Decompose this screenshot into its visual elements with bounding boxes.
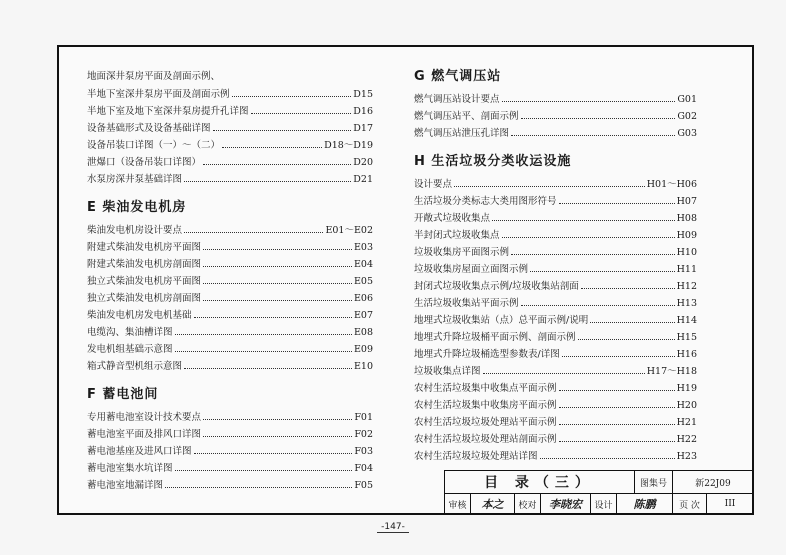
title-block (444, 470, 754, 515)
toc-entry-title: 柴油发电机房设计要点 (87, 225, 183, 236)
dot-leader (203, 408, 352, 420)
toc-entry-title: 半地下室及地下室深井泵房提升孔详图 (87, 106, 249, 117)
toc-entry-title: 电缆沟、集油槽详图 (87, 327, 173, 338)
dot-leader (203, 289, 352, 301)
toc-entry-title: 垃圾收集点详图 (414, 366, 481, 377)
dot-leader (203, 255, 352, 267)
toc-entry-title: 农村生活垃圾垃圾处理站剖面示例 (414, 434, 557, 445)
dot-leader (165, 476, 352, 488)
dot-leader (559, 379, 675, 391)
toc-entry-title: 独立式柴油发电机房剖面图 (87, 293, 202, 304)
dot-leader (203, 425, 352, 437)
dot-leader (175, 459, 353, 471)
toc-entry-title: 蓄电池基座及进风口详图 (87, 446, 192, 457)
dot-leader (559, 192, 675, 204)
toc-entry (414, 243, 697, 260)
toc-entry-code: H20 (676, 400, 697, 411)
page-number-text: -147- (377, 522, 409, 533)
toc-entry-title: 农村生活垃圾集中收集点平面示例 (414, 383, 557, 394)
toc-entry-title: 地埋式升降垃圾桶选型参数表/详图 (414, 349, 560, 360)
section-gap (414, 141, 697, 149)
toc-entry-code: D17 (353, 123, 373, 134)
toc-entry-code: E03 (353, 242, 373, 253)
toc-entry (87, 85, 373, 102)
toc-entry-code: H01～H06 (646, 179, 697, 190)
toc-entry-code: E05 (353, 276, 373, 287)
toc-entry-title: 地埋式垃圾收集站（点）总平面示例/说明 (414, 315, 589, 326)
dot-leader (483, 362, 645, 374)
section-gap (87, 187, 373, 195)
review-signature: 本之 (471, 494, 515, 514)
atlas-number-label: 图集号 (635, 471, 673, 494)
toc-entry-code: G03 (677, 128, 697, 139)
toc-entry (414, 362, 697, 379)
dot-leader (521, 294, 675, 306)
dot-leader (203, 238, 352, 250)
dot-leader (492, 209, 675, 221)
design-signature: 陈鹏 (617, 494, 673, 514)
dot-leader (222, 68, 371, 79)
toc-entry-code: F05 (354, 480, 373, 491)
toc-entry (87, 340, 373, 357)
toc-entry-code: D16 (353, 106, 373, 117)
toc-entry-code: H13 (676, 298, 697, 309)
catalog-title: 目 录（三） (445, 471, 635, 494)
toc-entry-title: 泄爆口（设备吊装口详图） (87, 157, 202, 168)
toc-entry-title: 农村生活垃圾垃圾处理站详图 (414, 451, 538, 462)
toc-entry-title: 开敞式垃圾收集点 (414, 213, 491, 224)
dot-leader (454, 175, 645, 187)
toc-entry-title: 水泵房深井泵基础详图 (87, 174, 183, 185)
toc-entry-code: H16 (676, 349, 697, 360)
page-value: III (724, 499, 736, 509)
toc-entry-title: 设计要点 (414, 179, 453, 190)
toc-entry-code: H07 (676, 196, 697, 207)
dot-leader (502, 90, 676, 102)
toc-entry (87, 323, 373, 340)
toc-entry (414, 192, 697, 209)
dot-leader (184, 170, 351, 182)
toc-entry (414, 277, 697, 294)
toc-entry (87, 119, 373, 136)
toc-entry-title: 垃圾收集房平面图示例 (414, 247, 510, 258)
toc-entry-title: 发电机组基础示意图 (87, 344, 173, 355)
section-heading-h: H 生活垃圾分类收运设施 (414, 154, 572, 169)
review-label: 审核 (445, 494, 471, 514)
dot-leader (184, 221, 323, 233)
toc-entry-code: H15 (676, 332, 697, 343)
toc-entry (87, 170, 373, 187)
dot-leader (590, 311, 674, 323)
dot-leader (222, 136, 322, 148)
atlas-number: 新22J09 (673, 471, 753, 494)
toc-entry-code: F04 (354, 463, 373, 474)
toc-entry-code: H17～H18 (646, 366, 697, 377)
toc-entry-title: 箱式静音型机组示意图 (87, 361, 183, 372)
toc-entry (87, 408, 373, 425)
design-label: 设计 (591, 494, 617, 514)
toc-entry (414, 328, 697, 345)
toc-entry-title: 附建式柴油发电机房剖面图 (87, 259, 202, 270)
toc-entry-title: 设备吊装口详图（一）～（二） (87, 140, 221, 151)
dot-leader (511, 243, 675, 255)
toc-entry-title: 地埋式升降垃圾桶平面示例、剖面示例 (414, 332, 576, 343)
toc-entry-title: 柴油发电机房发电机基础 (87, 310, 192, 321)
dot-leader (175, 323, 352, 335)
toc-entry-code: F02 (354, 429, 373, 440)
toc-entry-code: E09 (353, 344, 373, 355)
toc-entry (87, 306, 373, 323)
toc-entry (414, 175, 697, 192)
toc-entry-title: 半封闭式垃圾收集点 (414, 230, 500, 241)
toc-entry-code: H21 (676, 417, 697, 428)
toc-entry (414, 379, 697, 396)
toc-entry (414, 311, 697, 328)
toc-entry (87, 459, 373, 476)
toc-entry-code: E10 (353, 361, 373, 372)
check-signature: 李晓宏 (541, 494, 591, 514)
toc-entry (414, 107, 697, 124)
toc-entry-title: 独立式柴油发电机房平面图 (87, 276, 202, 287)
toc-entry (414, 294, 697, 311)
section-gap (87, 374, 373, 382)
toc-entry-title: 地面深井泵房平面及剖面示例、 (87, 71, 221, 82)
toc-entry-title: 燃气调压站平、剖面示例 (414, 111, 519, 122)
toc-entry (414, 396, 697, 413)
toc-entry-code: D18～D19 (324, 140, 373, 151)
toc-entry (414, 447, 697, 464)
toc-entry-code: F03 (354, 446, 373, 457)
toc-entry (414, 124, 697, 141)
toc-entry-code: D20 (353, 157, 373, 168)
toc-entry-code: G02 (677, 111, 697, 122)
toc-entry (87, 357, 373, 374)
toc-entry (87, 255, 373, 272)
toc-entry (87, 221, 373, 238)
check-label: 校对 (515, 494, 541, 514)
dot-leader (251, 102, 352, 114)
toc-entry (414, 226, 697, 243)
toc-entry-code: H14 (676, 315, 697, 326)
dot-leader (559, 396, 675, 408)
dot-leader (540, 447, 675, 459)
toc-entry-code: H22 (676, 434, 697, 445)
toc-entry-code: E04 (353, 259, 373, 270)
toc-entry-title: 农村生活垃圾垃圾处理站平面示例 (414, 417, 557, 428)
toc-entry-code: H12 (676, 281, 697, 292)
dot-leader (511, 124, 675, 136)
toc-entry-code: H11 (676, 264, 697, 275)
toc-entry-title: 燃气调压站设计要点 (414, 94, 500, 105)
toc-entry-code: E08 (353, 327, 373, 338)
toc-entry-title: 半地下室深井泵房平面及剖面示例 (87, 89, 230, 100)
toc-entry-code: E01～E02 (325, 225, 373, 236)
toc-entry (87, 272, 373, 289)
left-column (87, 68, 373, 493)
toc-entry (414, 90, 697, 107)
page-label: 页 次 (673, 494, 707, 514)
toc-entry-code: E06 (353, 293, 373, 304)
toc-entry-code: H08 (676, 213, 697, 224)
toc-entry-title: 蓄电池室地漏详图 (87, 480, 164, 491)
toc-entry-code: H23 (676, 451, 697, 462)
toc-entry (87, 425, 373, 442)
toc-entry (414, 209, 697, 226)
toc-entry-code: G01 (677, 94, 697, 105)
toc-entry-code: H10 (676, 247, 697, 258)
toc-entry (414, 430, 697, 447)
toc-entry (414, 413, 697, 430)
dot-leader (581, 277, 675, 289)
page-number (0, 522, 786, 532)
toc-entry-code: H19 (676, 383, 697, 394)
section-heading-e: E 柴油发电机房 (87, 200, 187, 215)
toc-entry (414, 260, 697, 277)
toc-entry-code: D15 (353, 89, 373, 100)
section-heading-g: G 燃气调压站 (414, 69, 502, 84)
dot-leader (213, 119, 352, 131)
toc-entry (87, 136, 373, 153)
toc-entry-title: 蓄电池室平面及排风口详图 (87, 429, 202, 440)
dot-leader (521, 107, 676, 119)
toc-entry-code: F01 (354, 412, 373, 423)
dot-leader (194, 306, 352, 318)
dot-leader (184, 357, 352, 369)
dot-leader (562, 345, 675, 357)
toc-entry-code: D21 (353, 174, 373, 185)
dot-leader (578, 328, 675, 340)
toc-entry (87, 102, 373, 119)
toc-entry (87, 289, 373, 306)
toc-entry-title: 附建式柴油发电机房平面图 (87, 242, 202, 253)
toc-entry (87, 153, 373, 170)
dot-leader (203, 272, 352, 284)
dot-leader (175, 340, 352, 352)
dot-leader (232, 85, 352, 97)
dot-leader (203, 153, 351, 165)
toc-entry-title: 蓄电池室集水坑详图 (87, 463, 173, 474)
dot-leader (559, 430, 675, 442)
toc-entry-title: 燃气调压站泄压孔详图 (414, 128, 510, 139)
dot-leader (502, 226, 675, 238)
dot-leader (194, 442, 353, 454)
toc-entry-title: 专用蓄电池室设计技术要点 (87, 412, 202, 423)
right-column (414, 64, 697, 464)
dot-leader (559, 413, 675, 425)
section-heading-f: F 蓄电池间 (87, 387, 159, 402)
toc-entry-title: 生活垃圾分类标志大类用图形符号 (414, 196, 557, 207)
toc-entry (87, 68, 373, 85)
toc-entry (414, 345, 697, 362)
toc-entry (87, 238, 373, 255)
toc-entry-title: 设备基础形式及设备基础详图 (87, 123, 211, 134)
toc-entry-title: 农村生活垃圾集中收集房平面示例 (414, 400, 557, 411)
toc-entry-title: 垃圾收集房屋面立面图示例 (414, 264, 529, 275)
toc-entry-code: E07 (353, 310, 373, 321)
toc-entry-title: 封闭式垃圾收集点示例/垃圾收集站剖面 (414, 281, 579, 292)
toc-entry-code: H09 (676, 230, 697, 241)
toc-entry (87, 476, 373, 493)
toc-entry-title: 生活垃圾收集站平面示例 (414, 298, 519, 309)
toc-entry (87, 442, 373, 459)
dot-leader (530, 260, 675, 272)
